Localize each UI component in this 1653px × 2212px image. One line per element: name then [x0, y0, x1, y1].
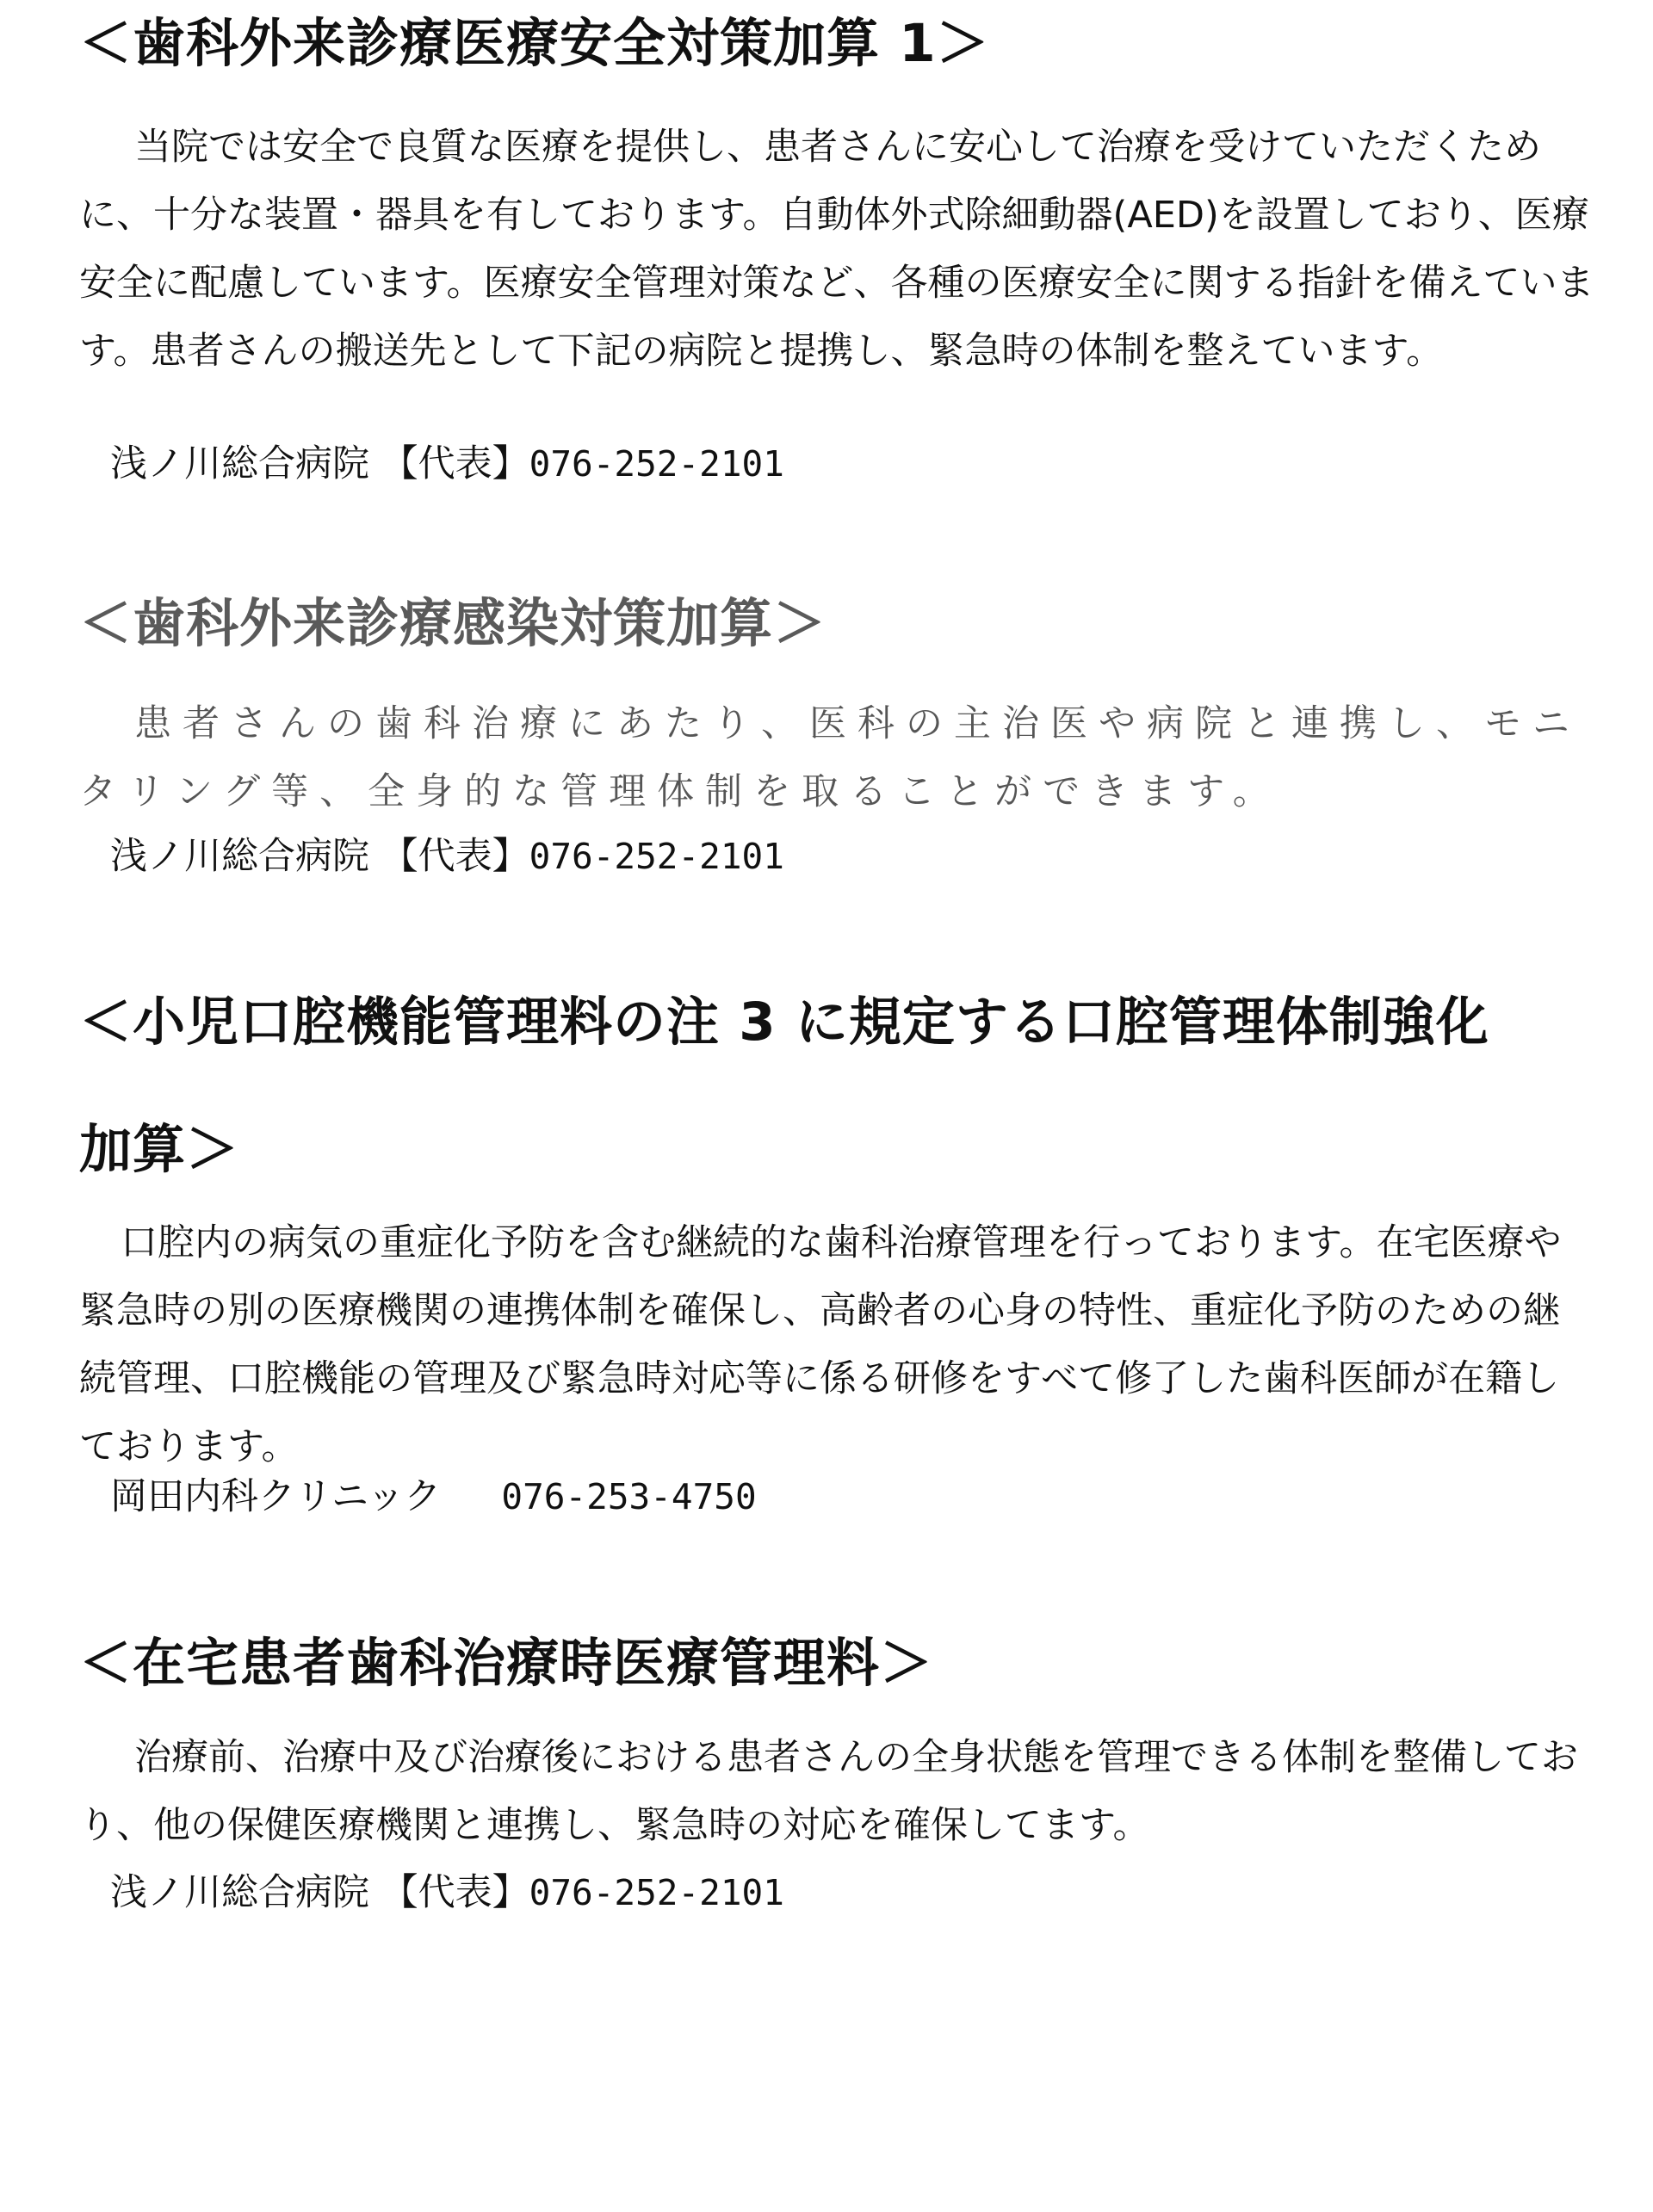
section-body-text: 治療前、治療中及び治療後における患者さんの全身状態を管理できる体制を整備しており、他の保健医療機関と連携し、緊急時の対応を確保してます。 — [79, 1736, 1578, 1847]
contact-name: 浅ノ川総合病院 — [110, 1871, 369, 1914]
contact-phone: 076-252-2101 — [529, 443, 784, 485]
section-title: ＜歯科外来診療医療安全対策加算 1＞ — [79, 13, 990, 74]
contact-name: 岡田内科クリニック — [110, 1475, 442, 1518]
contact-line — [110, 835, 784, 878]
contact-phone: 076-252-2101 — [529, 836, 784, 877]
contact-name: 浅ノ川総合病院 — [110, 835, 369, 878]
contact-line — [110, 442, 784, 485]
section-body — [79, 1724, 1594, 1860]
section-body — [79, 690, 1594, 826]
contact-phone: 076-253-4750 — [501, 1476, 757, 1517]
section-body-text: 当院では安全で良質な医療を提供し、患者さんに安心して治療を受けていただくために、十分な装置・器具を有しております。自動体外式除細動器(AED)を設置しており、医療安全に配慮しています。医療安全管理対策など、各種の医療安全に関する指針を備えています。患者さんの搬送先として下記の病院と提携し、緊急時の体制を整えています。 — [79, 126, 1594, 373]
section-body — [79, 1209, 1594, 1481]
contact-phone: 076-252-2101 — [529, 1872, 784, 1913]
contact-label: 【代表】 — [381, 1871, 529, 1914]
section-title-line2: 加算＞ — [79, 1119, 240, 1180]
section-body-text: 口腔内の病気の重症化予防を含む継続的な歯科治療管理を行っております。在宅医療や緊急時の別の医療機関の連携体制を確保し、高齢者の心身の特性、重症化予防のための継続管理、口腔機能の管理及び緊急時対応等に係る研修をすべて修了した歯科医師が在籍しております。 — [79, 1221, 1562, 1468]
section-title-line1: ＜小児口腔機能管理料の注 3 に規定する口腔管理体制強化 — [79, 992, 1489, 1053]
section-title: ＜在宅患者歯科治療時医療管理料＞ — [79, 1633, 934, 1694]
contact-line — [110, 1475, 757, 1518]
contact-name: 浅ノ川総合病院 — [110, 442, 369, 485]
section-body — [79, 114, 1594, 386]
section-body-text: 患者さんの歯科治療にあたり、医科の主治医や病院と連携し、モニタリング等、全身的な管理体制を取ることができます。 — [79, 702, 1581, 813]
section-title: ＜歯科外来診療感染対策加算＞ — [79, 593, 827, 654]
contact-label: 【代表】 — [381, 442, 529, 485]
contact-label: 【代表】 — [381, 835, 529, 878]
contact-line — [110, 1871, 784, 1914]
